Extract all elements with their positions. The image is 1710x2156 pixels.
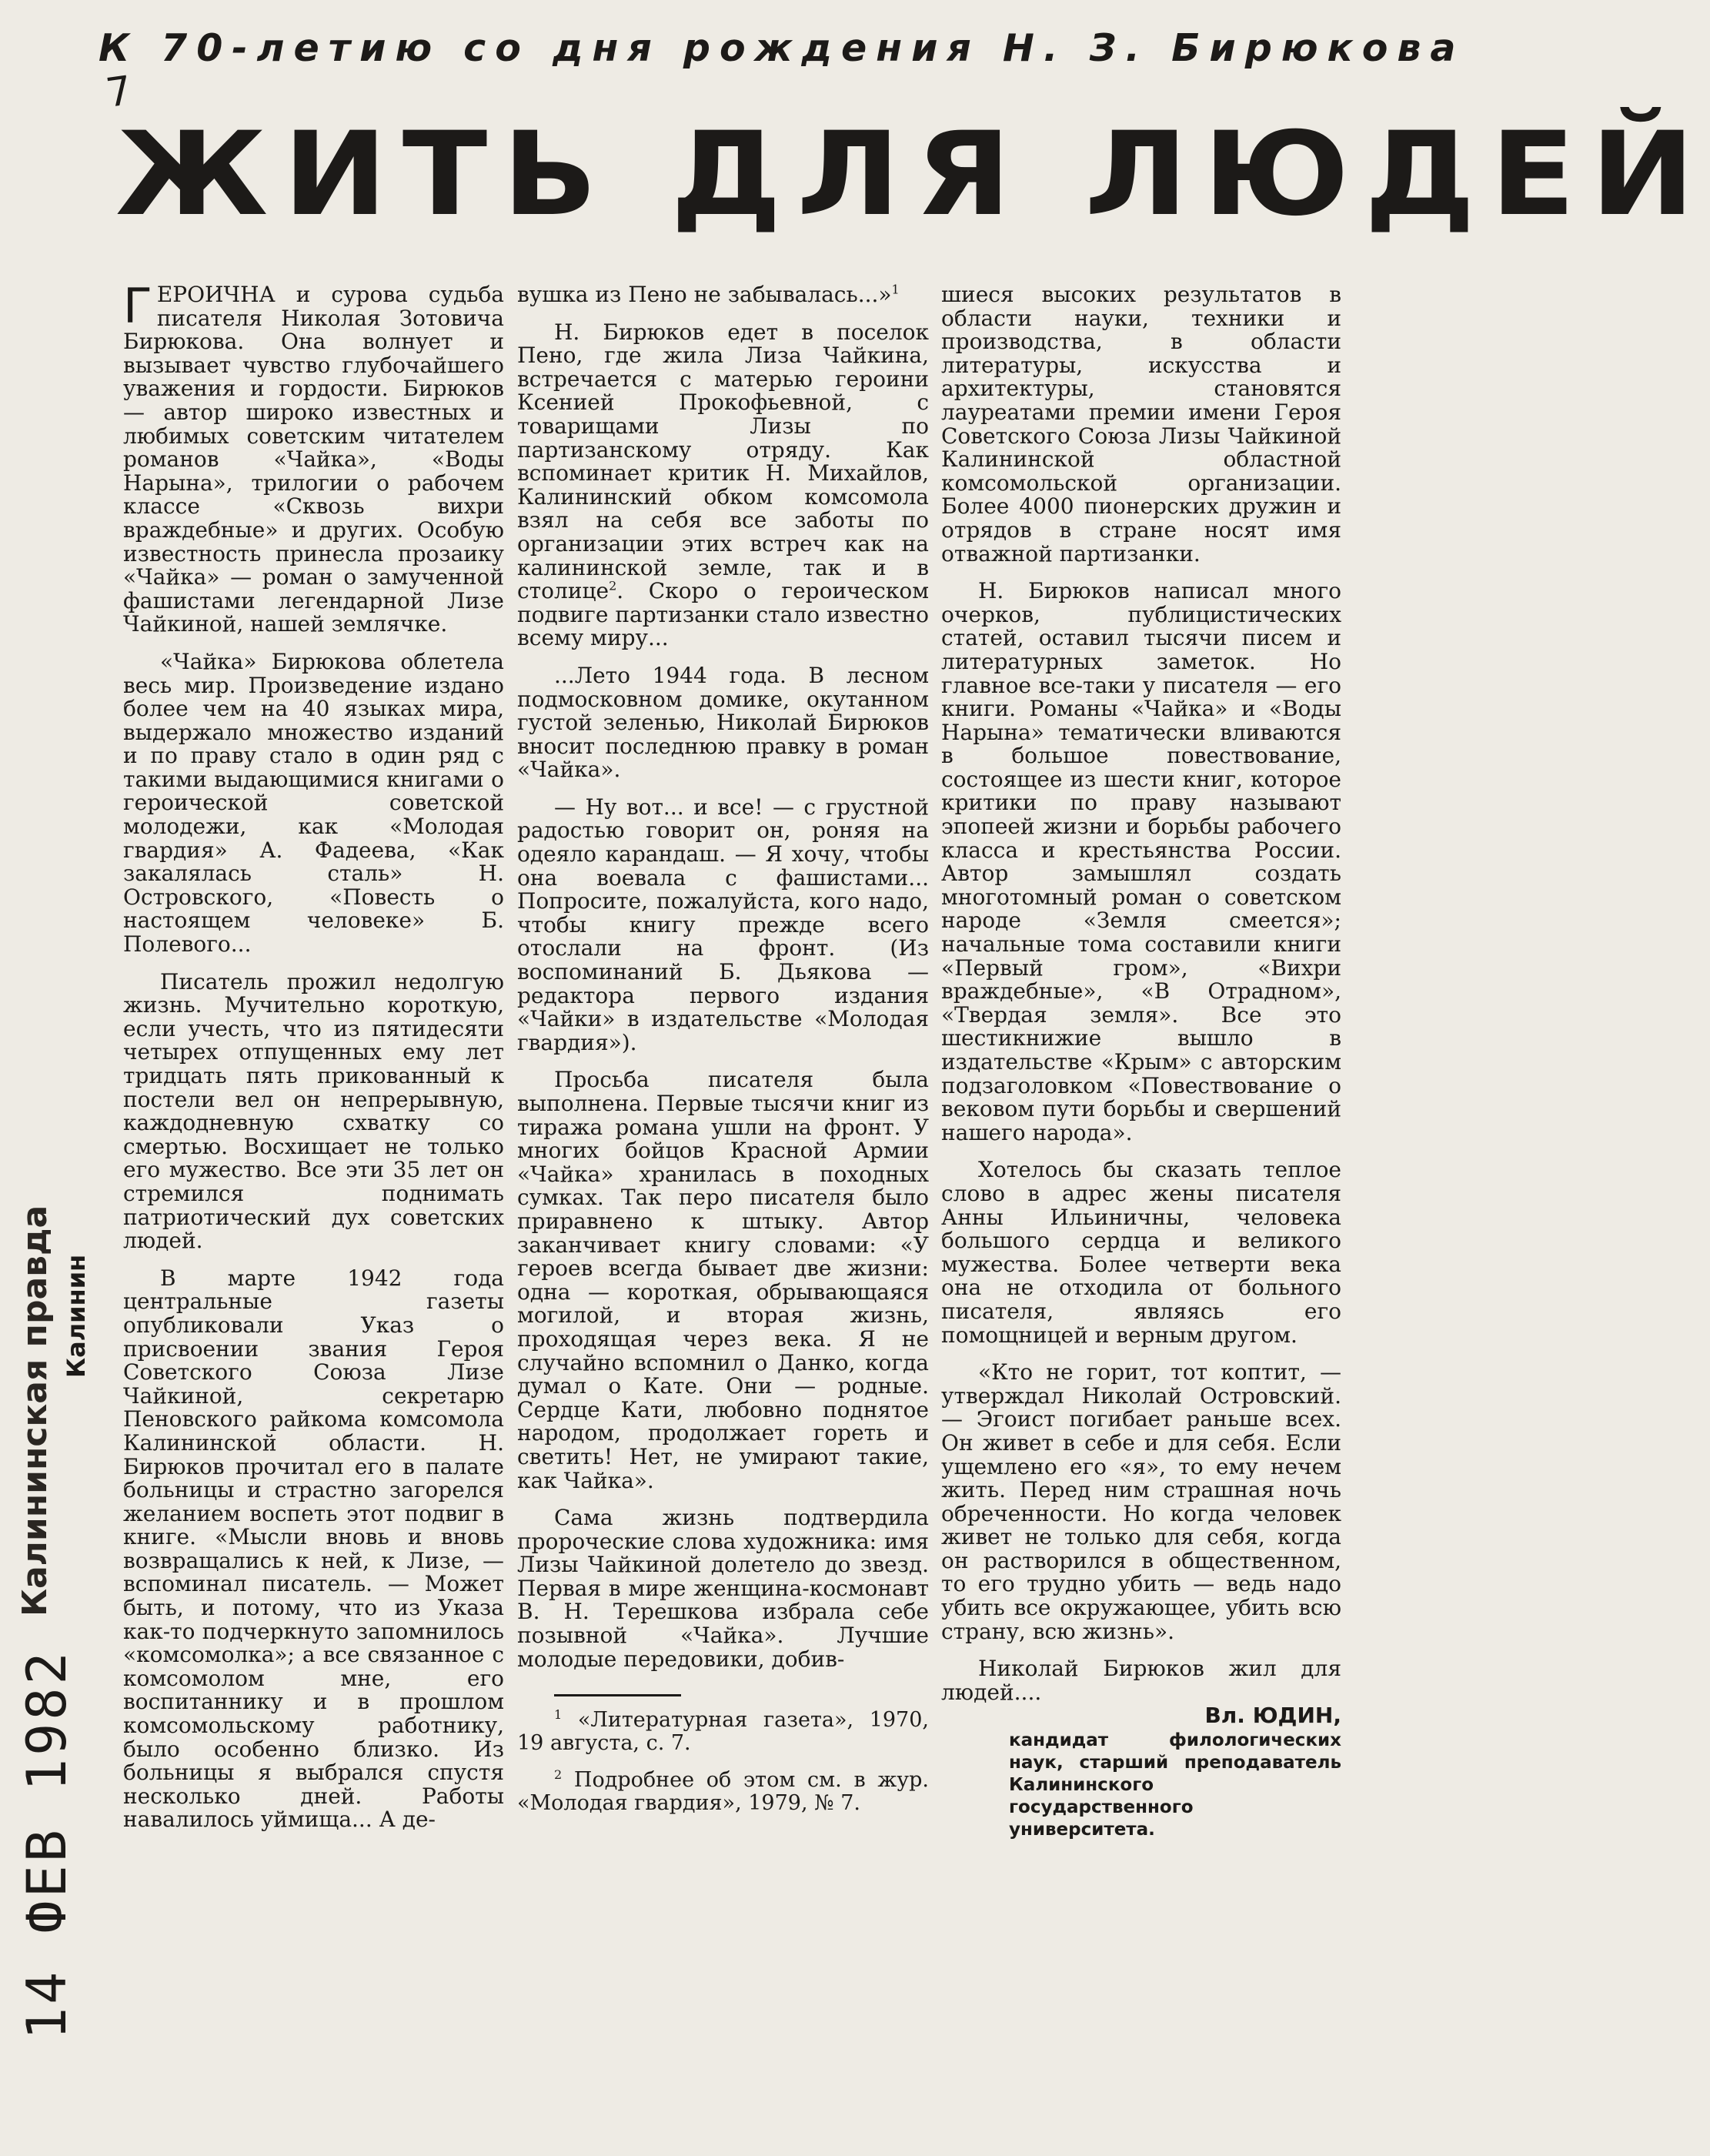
headline: ЖИТЬ ДЛЯ ЛЮДЕЙ — [115, 108, 1710, 242]
city-stamp — [62, 1224, 100, 1378]
paragraph: Николай Бирюков жил для людей.... — [941, 1656, 1341, 1705]
footnote-ref: 1 — [891, 282, 900, 297]
paragraph: Просьба писателя была выполнена. Первые тысячи книг из тиража романа ушли на фронт. У многих бойцов Красной Армии «Чайка» хранилась в походных сумках. Так перо писателя было приравнено к штыку. Автор заканчивает книгу словами: «У героев всегда бывает две жизни: одна — короткая, обрывающаяся могилой, и вторая жизнь, проходящая через века. Я не случайно вспомнил о Данко, когда думал о Кате. Они — родные. Сердце Кати, любовно поднятое народом, продолжает гореть и светить! Нет, не умирают такие, как Чайка». — [517, 1067, 929, 1493]
dedication-line: К 70-летию со дня рождения Н. З. Бирюкова — [99, 26, 1465, 70]
paragraph: Хотелось бы сказать теплое слово в адрес жены писателя Анны Ильиничны, человека большого сердца и великого мужества. Более четверти века она не отходила от больного писателя, являясь его помощницей и верным другом. — [941, 1157, 1341, 1348]
article-column-1 — [123, 278, 504, 1833]
paragraph: «Кто не горит, тот коптит, — утверждал Николай Островский. — Эгоист погибает раньше всех. Он живет в себе и для себя. Если ущемлено его «я», то ему нечем жить. Перед ним страшная ночь обреченности. Но когда человек живет не только для себя, когда он растворился в общественном, то его трудно убить — ведь надо убить все окружающее, убить всю страну, всю жизнь». — [941, 1359, 1341, 1644]
paragraph: Писатель прожил недолгую жизнь. Мучительно короткую, если учесть, что из пятидесяти четырех отпущенных ему лет тридцать пять прикованный к постели вел он непрерывную, каждодневную схватку со смертью. Восхищает не только его мужество. Все эти 35 лет он стремился поднимать патриотический дух советских людей. — [123, 968, 504, 1254]
paragraph: ГЕРОИЧНА и сурова судьба писателя Николая Зотовича Бирюкова. Она волнует и вызывает чувство глубочайшего уважения и гордости. Бирюков — автор широко известных и любимых советским читателем романов «Чайка», «Воды Нарына», трилогии о рабочем классе «Сквозь вихри враждебные» и других. Особую известность принесла прозаику «Чайка» — роман о замученной фашистами легендарной Лизе Чайкиной, нашей землячке. — [123, 278, 504, 637]
drop-cap: Г — [123, 278, 152, 334]
paragraph: ...Лето 1944 года. В лесном подмосковном домике, окутанном густой зеленью, Николай Бирюков вносит последнюю правку в роман «Чайка». — [517, 662, 929, 783]
paragraph: Н. Бирюков написал много очерков, публицистических статей, оставил тысячи писем и литературных заметок. Но главное все-таки у писателя — его книги. Романы «Чайка» и «Воды Нарына» тематически вливаются в большое повествование, состоящее из шести книг, которое критики по праву называют эпопеей жизни и борьбы рабочего класса и крестьянства России. Автор замышлял создать многотомный роман о советском народе «Земля смеется»; начальные тома составили книги «Первый гром», «Вихри враждебные», «В Отрадном», «Твердая земля». Все это шестикнижие вышло в издательстве «Крым» с авторским подзаголовком «Повествование о вековом пути борьбы и свершений нашего народа». — [941, 578, 1341, 1145]
paragraph: шиеся высоких результатов в области науки, техники и производства, в области литературы, искусства и архитектуры, становятся лауреатами премии имени Героя Советского Союза Лизы Чайкиной Калининской областной комсомольской организации. Более 4000 пионерских дружин и отрядов в стране носят имя отважной партизанки. — [941, 282, 1341, 567]
author-signature: Вл. ЮДИН, — [1204, 1703, 1341, 1729]
article-column-3 — [941, 283, 1341, 1841]
date-text: 14 ФЕВ 1982 — [15, 1649, 78, 2040]
paragraph: вушка из Пено не забывалась...»$^1$ — [517, 282, 900, 307]
paragraph: В марте 1942 года центральные газеты опубликовали Указ о присвоении звания Героя Советского Союза Лизе Чайкиной, секретарю Пеновского райкома комсомола Калининской области. Н. Бирюков прочитал его в палате больницы и страстно загорелся желанием воспеть этот подвиг в книге. «Мысли вновь и вновь возвращались к ней, к Лизе, — вспоминал писатель. — Может быть, и потому, что из Указа как-то подчеркнуто запомнилось «комсомолка»; а все связанное с комсомолом мне, его воспитаннику и в прошлом комсомольскому работнику, было особенно близко. Из больницы я выбрался спустя несколько дней. Работы навалилось уймища... А де- — [123, 1265, 504, 1833]
paragraph: «Чайка» Бирюкова облетела весь мир. Произведение издано более чем на 40 языках мира, выдержало множество изданий и по праву стало в один ряд с такими выдающимися книгами о героической советской молодежи, как «Молодая гвардия» А. Фадеева, «Как закалялась сталь» Н. Островского, «Повесть о настоящем человеке» Б. Полевого... — [123, 648, 504, 958]
author-credentials: кандидат филологических наук, старший преподаватель Калининского государственного университета. — [1009, 1730, 1341, 1840]
newspaper-name: Калининская правда — [15, 1205, 55, 1616]
footnote-divider — [554, 1694, 681, 1696]
footnote-2: $^2$ Подробнее об этом см. в жур. «Молодая гвардия», 1979, № 7. — [517, 1767, 929, 1816]
paragraph: Н. Бирюков едет в поселок Пено, где жила Лиза Чайкина, встречается с матерью героини Ксенией Прокофьевной, с товарищами Лизы по партизанскому отряду. Как вспоминает критик Н. Михайлов, Калининский обком комсомола взял на себя все заботы по организации этих встреч как на калининской земле, так и в столице$^2$. Скоро о героическом подвиге партизанки стало известно всему миру... — [517, 319, 929, 651]
date-stamp — [15, 1649, 78, 2040]
handwritten-mark: 7 — [102, 67, 135, 118]
footnote-1: $^1$ «Литературная газета», 1970, 19 августа, с. 7. — [517, 1707, 929, 1756]
newspaper-stamp — [15, 1085, 62, 1616]
footnote-ref: 2 — [609, 578, 617, 593]
article-column-2 — [517, 283, 929, 1815]
paragraph: Сама жизнь подтвердила пророческие слова художника: имя Лизы Чайкиной долетело до звезд. Первая в мире женщина-космонавт В. Н. Терешкова избрала себе позывной «Чайка». Лучшие молодые передовики, добив- — [517, 1505, 929, 1672]
city-name: Калинин — [62, 1254, 91, 1378]
paragraph: — Ну вот... и все! — с грустной радостью говорит он, роняя на одеяло карандаш. — Я хочу, чтобы она воевала с фашистами... Попросите, пожалуйста, кого надо, чтобы книгу прежде всего отослали на фронт. (Из воспоминаний Б. Дьякова — редактора первого издания «Чайки» в издательстве «Молодая гвардия»). — [517, 794, 929, 1055]
